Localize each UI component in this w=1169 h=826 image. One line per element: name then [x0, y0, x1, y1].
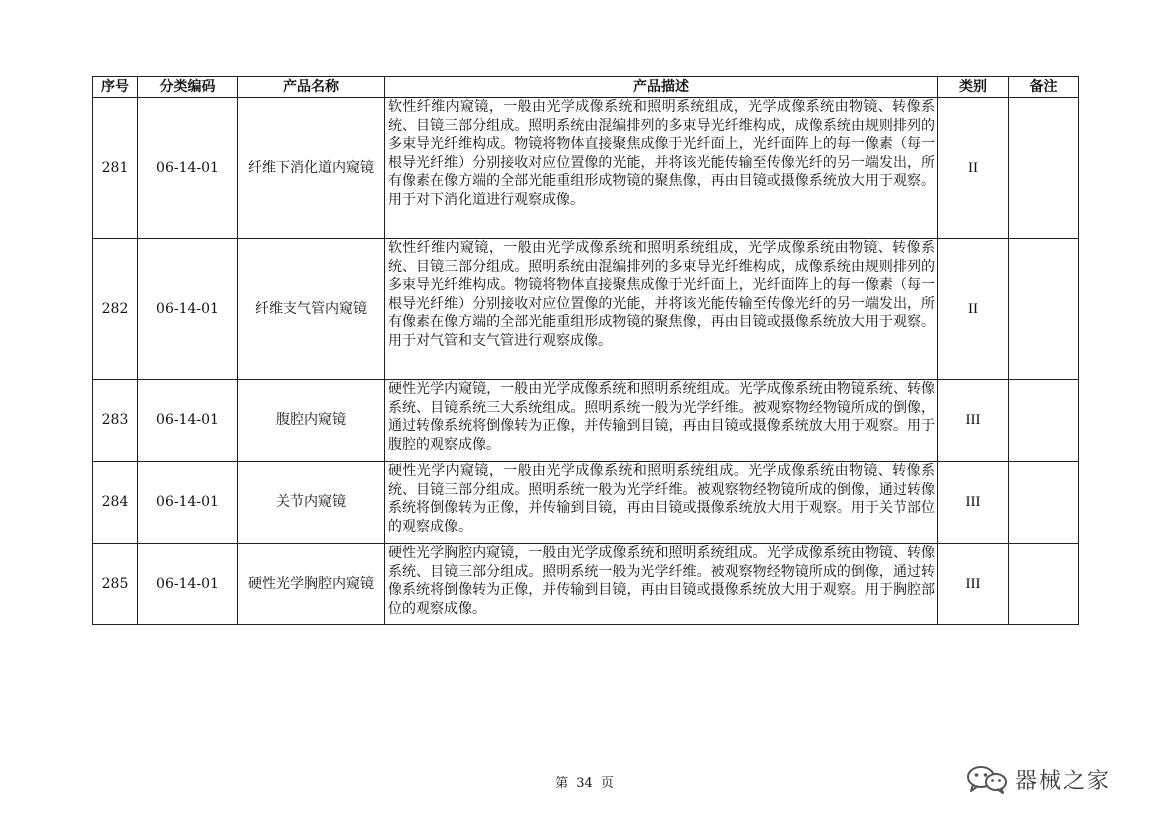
header-category-code: 分类编码: [138, 77, 238, 98]
product-description-cell: 硬性光学胸腔内窥镜，一般由光学成像系统和照明系统组成。光学成像系统由物镜、转像系统、目镜三部分组成。照明系统一般为光学纤维。被观察物经物镜所成的倒像，通过转像系统将倒像转为正像，并传输到目镜，再由目镜或摄像系统放大用于观察。用于胸腔部位的观察成像。: [385, 544, 938, 625]
serial-number-cell: 285: [93, 544, 138, 625]
product-name-cell: 硬性光学胸腔内窥镜: [238, 544, 385, 625]
class-cell: III: [938, 380, 1009, 462]
product-name-cell: 关节内窥镜: [238, 462, 385, 544]
header-serial-number: 序号: [93, 77, 138, 98]
class-cell: III: [938, 462, 1009, 544]
category-code-cell: 06-14-01: [138, 544, 238, 625]
category-code-cell: 06-14-01: [138, 380, 238, 462]
wechat-icon: [965, 764, 1009, 794]
remark-cell: [1009, 380, 1079, 462]
product-name-cell: 纤维下消化道内窥镜: [238, 98, 385, 239]
product-name-cell: 纤维支气管内窥镜: [238, 239, 385, 380]
table-row: [93, 239, 1079, 380]
product-name-cell: 腹腔内窥镜: [238, 380, 385, 462]
product-description-cell: 硬性光学内窥镜，一般由光学成像系统和照明系统组成。光学成像系统由物镜、转像系统、目镜三部分组成。照明系统一般为光学纤维。被观察物经物镜所成的倒像，通过转像系统将倒像转为正像，并传输到目镜，再由目镜或摄像系统放大用于观察。用于关节部位的观察成像。: [385, 462, 938, 544]
device-catalog-table: [92, 76, 1079, 625]
class-cell: II: [938, 98, 1009, 239]
serial-number-cell: 282: [93, 239, 138, 380]
remark-cell: [1009, 462, 1079, 544]
header-class: 类别: [938, 77, 1009, 98]
header-remark: 备注: [1009, 77, 1079, 98]
class-cell: II: [938, 239, 1009, 380]
product-description-cell: 硬性光学内窥镜，一般由光学成像系统和照明系统组成。光学成像系统由物镜系统、转像系统、目镜系统三大系统组成。照明系统一般为光学纤维。被观察物经物镜所成的倒像，通过转像系统将倒像转为正像，并传输到目镜，再由目镜或摄像系统放大用于观察。用于腹腔的观察成像。: [385, 380, 938, 462]
product-description-cell: 软性纤维内窥镜，一般由光学成像系统和照明系统组成，光学成像系统由物镜、转像系统、目镜三部分组成。照明系统由混编排列的多束导光纤维构成，成像系统由规则排列的多束导光纤维构成。物镜将物体直接聚焦成像于光纤面上，光纤面阵上的每一像素（每一根导光纤维）分别接收对应位置像的光能，并将该光能传输至传像光纤的另一端发出，所有像素在像方端的全部光能重组形成物镜的聚焦像，再由目镜或摄像系统放大用于观察。用于对下消化道进行观察成像。: [385, 98, 938, 239]
table-row: [93, 98, 1079, 239]
table-row: [93, 380, 1079, 462]
header-product-description: 产品描述: [385, 77, 938, 98]
header-product-name: 产品名称: [238, 77, 385, 98]
watermark: [965, 764, 1111, 794]
serial-number-cell: 283: [93, 380, 138, 462]
table-header-row: [93, 77, 1079, 98]
table-row: [93, 462, 1079, 544]
category-code-cell: 06-14-01: [138, 98, 238, 239]
remark-cell: [1009, 239, 1079, 380]
remark-cell: [1009, 98, 1079, 239]
category-code-cell: 06-14-01: [138, 462, 238, 544]
page-number: 第 34 页: [555, 776, 614, 791]
category-code-cell: 06-14-01: [138, 239, 238, 380]
serial-number-cell: 284: [93, 462, 138, 544]
product-description-cell: 软性纤维内窥镜，一般由光学成像系统和照明系统组成，光学成像系统由物镜、转像系统、目镜三部分组成。照明系统由混编排列的多束导光纤维构成，成像系统由规则排列的多束导光纤维构成。物镜将物体直接聚焦成像于光纤面上，光纤面阵上的每一像素（每一根导光纤维）分别接收对应位置像的光能，并将该光能传输至传像光纤的另一端发出，所有像素在像方端的全部光能重组形成物镜的聚焦像，再由目镜或摄像系统放大用于观察。用于对气管和支气管进行观察成像。: [385, 239, 938, 380]
class-cell: III: [938, 544, 1009, 625]
table-row: [93, 544, 1079, 625]
serial-number-cell: 281: [93, 98, 138, 239]
watermark-text: 器械之家: [1015, 768, 1112, 794]
remark-cell: [1009, 544, 1079, 625]
